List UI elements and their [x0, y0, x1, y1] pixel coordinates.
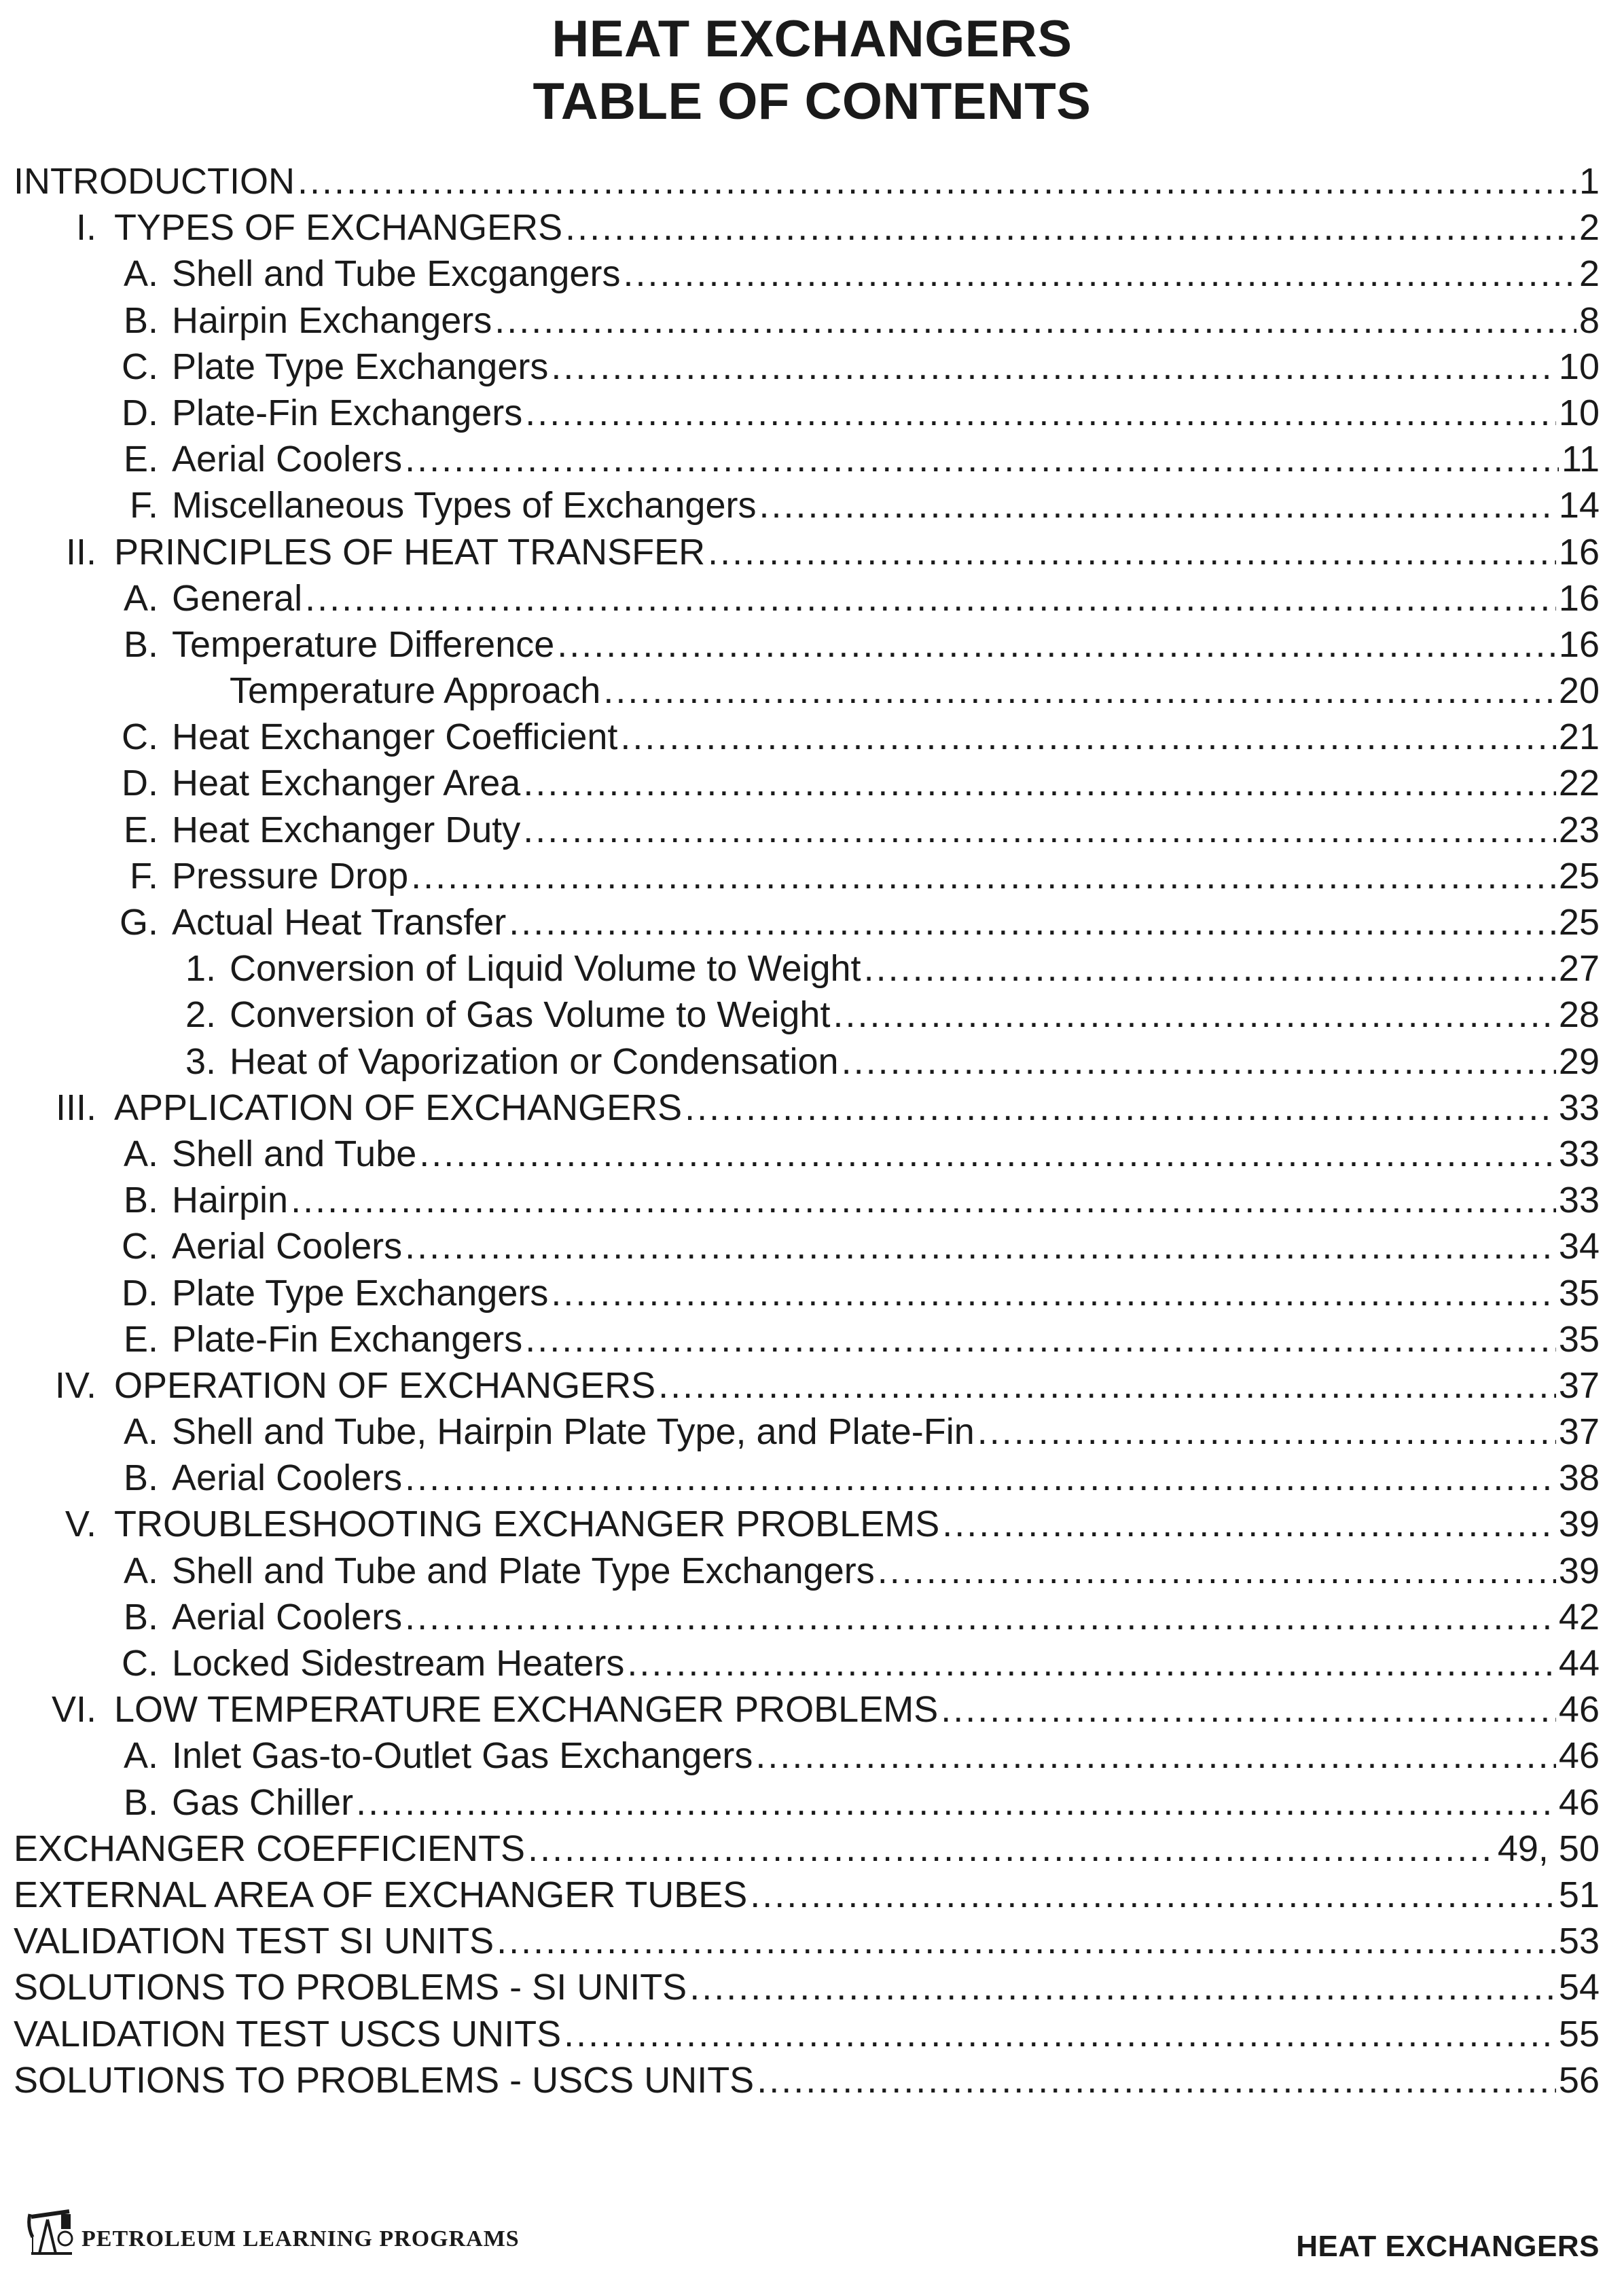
toc-dot-leader [759, 482, 1555, 528]
toc-entry-page: 21 [1558, 717, 1600, 758]
toc-entry-page: 53 [1558, 1921, 1600, 1962]
toc-entry-label: Plate Type Exchangers [172, 1272, 549, 1314]
pumpjack-icon [27, 2199, 75, 2256]
publisher-logo-text: PETROLEUM LEARNING PROGRAMS [82, 2226, 520, 2251]
toc-dot-leader [620, 714, 1556, 760]
toc-entry-number: C. [122, 1643, 158, 1684]
toc-entry-label: Heat Exchanger Area [172, 763, 521, 804]
document-title: HEAT EXCHANGERS [552, 10, 1072, 68]
toc-entry [14, 760, 1600, 806]
toc-entry-page: 33 [1558, 1133, 1600, 1174]
toc-dot-leader [842, 1038, 1556, 1085]
toc-entry-number: C. [122, 1226, 158, 1267]
toc-dot-leader [405, 1223, 1556, 1269]
toc-entry-page: 55 [1558, 2013, 1600, 2054]
toc-dot-leader [627, 1640, 1556, 1686]
toc-entry [14, 714, 1600, 760]
toc-entry-label: Heat of Vaporization or Condensation [230, 1040, 839, 1082]
toc-entry-number: 1. [185, 948, 216, 990]
toc-entry [14, 1038, 1600, 1085]
toc-entry-page: 10 [1558, 346, 1600, 387]
toc-dot-leader [494, 297, 1576, 344]
toc-entry-number: B. [123, 1781, 158, 1823]
toc-entry [14, 807, 1600, 853]
toc-entry [14, 1686, 1600, 1733]
toc-entry [14, 251, 1600, 297]
toc-dot-leader [755, 1733, 1556, 1779]
toc-dot-leader [509, 899, 1556, 945]
toc-entry-label: Shell and Tube [172, 1133, 417, 1174]
toc-entry-label: Plate Type Exchangers [172, 346, 549, 387]
toc-entry-number: E. [123, 809, 158, 850]
toc-entry-label: VALIDATION TEST USCS UNITS [14, 2013, 562, 2054]
toc-entry-number: A. [123, 577, 158, 619]
toc-dot-leader [623, 251, 1576, 297]
toc-entry-label: Aerial Coolers [172, 1596, 403, 1637]
toc-entry [14, 992, 1600, 1038]
toc-entry-number: 3. [185, 1040, 216, 1082]
toc-dot-leader [525, 390, 1556, 436]
toc-entry-label: Locked Sidestream Heaters [172, 1643, 625, 1684]
toc-dot-leader [557, 621, 1556, 668]
toc-entry [14, 1964, 1600, 2010]
toc-entry-label: LOW TEMPERATURE EXCHANGER PROBLEMS [114, 1689, 939, 1731]
toc-entry-label: EXCHANGER COEFFICIENTS [14, 1828, 526, 1869]
toc-entry [14, 1409, 1600, 1455]
toc-entry [14, 621, 1600, 668]
toc-dot-leader [497, 1918, 1556, 1964]
toc-entry-label: Shell and Tube, Hairpin Plate Type, and Plate-Fin [172, 1411, 975, 1453]
toc-entry-label: Temperature Difference [172, 623, 555, 665]
toc-entry [14, 529, 1600, 575]
toc-entry-label: Plate-Fin Exchangers [172, 392, 523, 433]
toc-entry-label: Hairpin Exchangers [172, 300, 492, 341]
toc-dot-leader [658, 1362, 1556, 1409]
toc-entry [14, 1826, 1600, 1872]
toc-entry [14, 1872, 1600, 1918]
toc-entry-label: APPLICATION OF EXCHANGERS [114, 1087, 683, 1128]
toc-dot-leader [757, 2057, 1556, 2103]
toc-entry-number: B. [123, 1596, 158, 1637]
toc-entry-label: OPERATION OF EXCHANGERS [114, 1364, 656, 1406]
toc-entry-page: 51 [1558, 1874, 1600, 1915]
toc-entry-page: 29 [1558, 1040, 1600, 1082]
toc-entry-page: 2 [1578, 207, 1600, 249]
toc-entry-label: VALIDATION TEST SI UNITS [14, 1921, 494, 1962]
toc-entry-label: Plate-Fin Exchangers [172, 1318, 523, 1360]
toc-entry-page: 38 [1558, 1457, 1600, 1499]
toc-entry-label: Miscellaneous Types of Exchangers [172, 485, 757, 526]
toc-entry-number: A. [123, 1550, 158, 1591]
toc-dot-leader [603, 668, 1556, 714]
toc-dot-leader [411, 853, 1556, 899]
toc-entry [14, 1733, 1600, 1779]
toc-dot-leader [419, 1131, 1556, 1177]
toc-entry-label: Aerial Coolers [172, 439, 403, 480]
toc-dot-leader [864, 945, 1556, 992]
toc-entry-number: B. [123, 1457, 158, 1499]
toc-entry-page: 2 [1578, 253, 1600, 295]
toc-entry-page: 34 [1558, 1226, 1600, 1267]
document-subtitle: TABLE OF CONTENTS [533, 73, 1091, 130]
toc-entry-number: D. [122, 763, 158, 804]
toc-entry-label: Inlet Gas-to-Outlet Gas Exchangers [172, 1735, 753, 1777]
toc-entry-number: E. [123, 1318, 158, 1360]
toc-entry-page: 46 [1558, 1689, 1600, 1731]
toc-entry [14, 1548, 1600, 1594]
toc-entry-number: D. [122, 1272, 158, 1314]
toc-entry-number: B. [123, 1180, 158, 1221]
toc-entry [14, 1594, 1600, 1640]
toc-entry [14, 945, 1600, 992]
toc-entry-page: 54 [1558, 1967, 1600, 2008]
toc-entry-number: I. [75, 207, 96, 249]
toc-dot-leader [305, 575, 1556, 621]
toc-dot-leader [833, 992, 1555, 1038]
toc-dot-leader [564, 2011, 1556, 2057]
toc-entry-label: Conversion of Liquid Volume to Weight [230, 948, 861, 990]
toc-entry [14, 1316, 1600, 1362]
toc-dot-leader [685, 1085, 1556, 1131]
toc-entry-page: 16 [1558, 577, 1600, 619]
toc-dot-leader [291, 1177, 1556, 1223]
toc-entry-number: C. [122, 717, 158, 758]
toc-dot-leader [689, 1964, 1556, 2010]
toc-dot-leader [525, 1316, 1556, 1362]
toc-entry-page: 27 [1558, 948, 1600, 990]
toc-entry-label: Actual Heat Transfer [172, 902, 507, 943]
running-footer-title: HEAT EXCHANGERS [1296, 2230, 1600, 2263]
toc-entry-page: 35 [1558, 1318, 1600, 1360]
toc-entry-number: E. [123, 439, 158, 480]
toc-entry-number: G. [119, 902, 158, 943]
toc-entry-page: 8 [1578, 300, 1600, 341]
toc-entry-label: EXTERNAL AREA OF EXCHANGER TUBES [14, 1874, 748, 1915]
toc-entry-page: 49, 50 [1497, 1828, 1600, 1869]
toc-entry [14, 2011, 1600, 2057]
toc-entry-page: 16 [1558, 531, 1600, 573]
toc-entry [14, 204, 1600, 251]
toc-dot-leader [405, 436, 1559, 482]
toc-entry [14, 1455, 1600, 1501]
toc-entry [14, 1779, 1600, 1826]
toc-entry-number: A. [123, 1411, 158, 1453]
toc-entry-label: TYPES OF EXCHANGERS [114, 207, 563, 249]
toc-entry-page: 25 [1558, 902, 1600, 943]
toc-entry [14, 575, 1600, 621]
toc-entry-number: V. [65, 1504, 96, 1545]
toc-entry-label: Heat Exchanger Duty [172, 809, 521, 850]
toc-entry-number: F. [129, 485, 158, 526]
toc-entry-number: B. [123, 300, 158, 341]
toc-entry-number: F. [129, 855, 158, 896]
toc-dot-leader [405, 1594, 1556, 1640]
toc-entry-page: 37 [1558, 1411, 1600, 1453]
toc-entry-label: Heat Exchanger Coefficient [172, 717, 618, 758]
toc-entry [14, 390, 1600, 436]
toc-entry [14, 1362, 1600, 1409]
toc-entry-number: A. [123, 1133, 158, 1174]
toc-dot-leader [942, 1501, 1556, 1547]
toc-entry-page: 20 [1558, 670, 1600, 712]
toc-entry [14, 1223, 1600, 1269]
toc-entry-label: Aerial Coolers [172, 1226, 403, 1267]
toc-entry [14, 668, 1600, 714]
toc-entry-number: A. [123, 253, 158, 295]
toc-entry-label: General [172, 577, 303, 619]
toc-entry-number: II. [65, 531, 96, 573]
toc-dot-leader [750, 1872, 1556, 1918]
toc-entry [14, 853, 1600, 899]
toc-entry-page: 33 [1558, 1087, 1600, 1128]
toc-entry-number: A. [123, 1735, 158, 1777]
toc-entry-page: 46 [1558, 1781, 1600, 1823]
toc-entry [14, 1501, 1600, 1547]
toc-entry-label: SOLUTIONS TO PROBLEMS - USCS UNITS [14, 2059, 755, 2101]
toc-dot-leader [977, 1409, 1556, 1455]
toc-entry-page: 37 [1558, 1364, 1600, 1406]
toc-entry-label: TROUBLESHOOTING EXCHANGER PROBLEMS [114, 1504, 940, 1545]
toc-entry-number: B. [123, 623, 158, 665]
publisher-logo [27, 2195, 520, 2256]
toc-entry [14, 1177, 1600, 1223]
toc-entry-page: 11 [1561, 439, 1600, 480]
toc-entry [14, 1085, 1600, 1131]
toc-dot-leader [878, 1548, 1556, 1594]
toc-entry-page: 39 [1558, 1550, 1600, 1591]
toc-entry [14, 482, 1600, 528]
toc-dot-leader [297, 158, 1576, 204]
toc-entry-number: 2. [185, 994, 216, 1036]
toc-entry-page: 33 [1558, 1180, 1600, 1221]
toc-entry-page: 22 [1558, 763, 1600, 804]
toc-entry-page: 44 [1558, 1643, 1600, 1684]
toc-entry-label: INTRODUCTION [14, 161, 295, 202]
toc-entry-page: 39 [1558, 1504, 1600, 1545]
table-of-contents [14, 158, 1600, 2103]
toc-entry-page: 46 [1558, 1735, 1600, 1777]
toc-entry-page: 25 [1558, 855, 1600, 896]
toc-entry-label: Aerial Coolers [172, 1457, 403, 1499]
toc-entry [14, 1131, 1600, 1177]
toc-dot-leader [708, 529, 1556, 575]
toc-dot-leader [565, 204, 1576, 251]
toc-dot-leader [551, 344, 1556, 390]
toc-entry-page: 16 [1558, 623, 1600, 665]
toc-dot-leader [523, 760, 1556, 806]
toc-entry-label: Temperature Approach [230, 670, 601, 712]
toc-entry-page: 42 [1558, 1596, 1600, 1637]
toc-entry-page: 56 [1558, 2059, 1600, 2101]
toc-entry-page: 1 [1578, 161, 1600, 202]
toc-entry-number: VI. [51, 1689, 96, 1731]
toc-entry-label: Gas Chiller [172, 1781, 354, 1823]
toc-entry [14, 2057, 1600, 2103]
toc-entry [14, 899, 1600, 945]
toc-entry-number: III. [55, 1087, 96, 1128]
toc-dot-leader [551, 1270, 1556, 1316]
toc-entry-number: IV. [54, 1364, 96, 1406]
toc-entry-number: C. [122, 346, 158, 387]
toc-entry [14, 297, 1600, 344]
toc-entry-page: 28 [1558, 994, 1600, 1036]
toc-entry-label: SOLUTIONS TO PROBLEMS - SI UNITS [14, 1967, 687, 2008]
toc-entry [14, 158, 1600, 204]
toc-entry-label: Shell and Tube Excgangers [172, 253, 621, 295]
toc-entry [14, 344, 1600, 390]
toc-entry-label: Conversion of Gas Volume to Weight [230, 994, 831, 1036]
toc-entry [14, 1918, 1600, 1964]
toc-entry-page: 35 [1558, 1272, 1600, 1314]
toc-entry-label: PRINCIPLES OF HEAT TRANSFER [114, 531, 706, 573]
toc-entry-label: Hairpin [172, 1180, 289, 1221]
toc-dot-leader [356, 1779, 1556, 1826]
toc-entry-number: D. [122, 392, 158, 433]
toc-entry [14, 436, 1600, 482]
toc-entry-page: 14 [1558, 485, 1600, 526]
toc-entry-page: 23 [1558, 809, 1600, 850]
toc-dot-leader [528, 1826, 1495, 1872]
toc-dot-leader [523, 807, 1556, 853]
toc-entry [14, 1270, 1600, 1316]
toc-entry-page: 10 [1558, 392, 1600, 433]
toc-entry-label: Shell and Tube and Plate Type Exchangers [172, 1550, 875, 1591]
toc-dot-leader [405, 1455, 1556, 1501]
toc-dot-leader [941, 1686, 1556, 1733]
toc-entry [14, 1640, 1600, 1686]
toc-entry-label: Pressure Drop [172, 855, 409, 896]
